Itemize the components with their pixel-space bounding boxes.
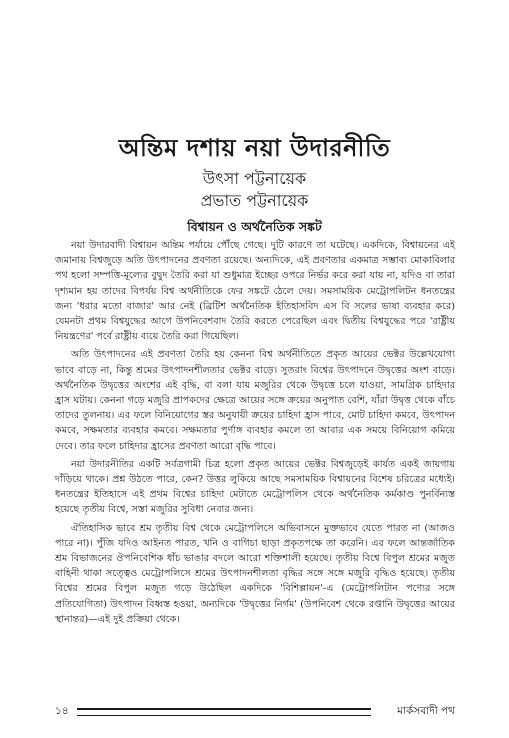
author-1: উৎসা পট্টনায়েক xyxy=(202,169,307,188)
paragraph-1: নয়া উদারবাদী বিশ্বায়ন অন্তিম পর্যায়ে পৌঁছে গেছে। দুটি কারণে তা ঘটেছে। একদিকে, বিশ্বায়নের এই জমানায় বিশ্বজুড়ে অতি উৎপাদনের প্রবণতা রয়েছে। অন্যদিকে, এই প্রবণতার একমাত্র সম্ভাব্য মোকাবিলার পথ হলো সম্পত্তি-মূল্যের বুদ্বুদ তৈরি করা যা শুধুমাত্র ইচ্ছের ওপরে নির্ভর করে করা যায় না, যদিও বা তারা দৃশ্যমান হয় তাদের বিপর্যয় বিশ্ব অর্থনীতিকে ফের সঙ্কটে ঠেলে দেয়। সমসাময়িক মেট্রোপলিটন ধনতন্ত্রের জন্য 'ধরার মতো বাজার' আর নেই (ব্রিটিশ অর্থনৈতিক ইতিহাসবিদ এস বি সলের ভাষা ব্যবহার করে) যেমনটা প্রথম বিশ্বযুদ্ধের আগে উপনিবেশবাদ তৈরি করতে পেরেছিল এবং দ্বিতীয় বিশ্বযুদ্ধের পরে 'রাষ্ট্রীয় নিয়ন্ত্রণের' পর্বে রাষ্ট্রীয় ব্যয়ে তৈরি করা গিয়েছিল। xyxy=(55,240,455,343)
footer-rule xyxy=(77,708,371,716)
article-title: অন্তিম দশায় নয়া উদারনীতি xyxy=(118,133,391,162)
section-heading: বিশ্বায়ন ও অর্থনৈতিক সঙ্কট xyxy=(187,219,322,234)
article-body xyxy=(55,238,455,630)
page-number: ১৪ xyxy=(55,705,69,717)
paragraph-3: নয়া উদারনীতির একটি সর্বত্রগামী চিত্র হলো প্রকৃত আয়ের ভেক্টর বিশ্বজুড়েই কার্যত একই জায়গায় দাঁড়িয়ে থাকে। প্রশ্ন উঠতে পারে, কেন? উত্তর লুকিয়ে আছে সমসাময়িক বিশ্বায়নের বিশেষ চরিত্রের মধ্যেই। ধনতন্ত্রের ইতিহাসে এই প্রথম বিশ্বের চাহিদা মেটাতে মেট্রোপলিস থেকে অর্থনৈতিক কর্মকাণ্ড পুনর্বিন্যস্ত হয়েছে তৃতীয় বিশ্বে, সস্তা মজুরির সুবিধা নেবার জন্য। xyxy=(55,458,455,516)
journal-name: মার্কসবাদী পথ xyxy=(397,705,455,717)
page-footer xyxy=(55,704,455,718)
author-2: প্রভাত পট্টনায়েক xyxy=(200,191,309,210)
paragraph-4: ঐতিহাসিক ভাবে শ্রম তৃতীয় বিশ্ব থেকে মেট্রোপলিসে অভিবাসনে মুক্তভাবে যেতে পারত না (আজও পারে না)। পুঁজি যদিও আইনত পারত, খনি ও বাগিচা ছাড়া প্রকৃতপক্ষে তা করেনি। এর ফলে আন্তর্জাতিক শ্রম বিভাজনের ঔপনিবেশিক ধাঁচ ভাঙার বদলে আরো শক্তিশালী হয়েছে। তৃতীয় বিশ্বে বিপুল শ্রমের মজুত বাহিনী থাকা সত্ত্বেও মেট্রোপলিসে শ্রমের উৎপাদনশীলতা বৃদ্ধির সঙ্গে সঙ্গে মজুরি বৃদ্ধিও হয়েছে। তৃতীয় বিশ্বের শ্রমের বিপুল মজুত গড়ে উঠেছিল একদিকে 'বিশিল্পায়ন'-এ (মেট্রোপলিটান পণ্যের সঙ্গে প্রতিযোগিতা) উৎপাদন বিধ্বস্ত হওয়া, অন্যদিকে 'উদ্বৃত্তের নির্গম' (উপনিবেশ থেকে রপ্তানি উদ্বৃত্তের আয়ের স্থানান্তর)—এই দুই প্রক্রিয়া থেকে। xyxy=(55,522,455,625)
paragraph-2: অতি উৎপাদনের এই প্রবণতা তৈরি হয় কেননা বিশ্ব অর্থনীতিতে প্রকৃত আয়ের ভেক্টর উল্লেখযোগ্য ভাবে বাড়ে না, কিন্তু শ্রমের উৎপাদনশীলতার ভেক্টর বাড়ে। সুতরাং বিশ্বের উৎপাদনে উদ্বৃত্তের অংশ বাড়ে। অর্থনৈতিক উদ্বৃত্তের অংশের এই বৃদ্ধি, বা বলা যায় মজুরির থেকে উদ্বৃত্তে চলে যাওয়া, সামগ্রিক চাহিদার হ্রাস ঘটায়। কেননা গড়ে মজুরি প্রাপকদের ক্ষেত্রে আয়ের সঙ্গে ক্রয়ের অনুপাত বেশি, যাঁরা উদ্বৃত্ত থেকে বাঁচে তাদের তুলনায়। এর ফলে বিনিয়োগের স্তর অনুযায়ী ক্রয়ের চাহিদা হ্রাস পাবে, মোট চাহিদা কমবে, উৎপাদন কমবে, সক্ষমতার ব্যবহার কমবে। সক্ষমতার পুর্ণাঙ্গ ব্যবহার কমলে তা আবার এক সময়ে বিনিয়োগ কমিয়ে দেবে। তার ফলে চাহিদার হ্রাসের প্রবণতা আরো বৃদ্ধি পাবে। xyxy=(55,349,456,452)
